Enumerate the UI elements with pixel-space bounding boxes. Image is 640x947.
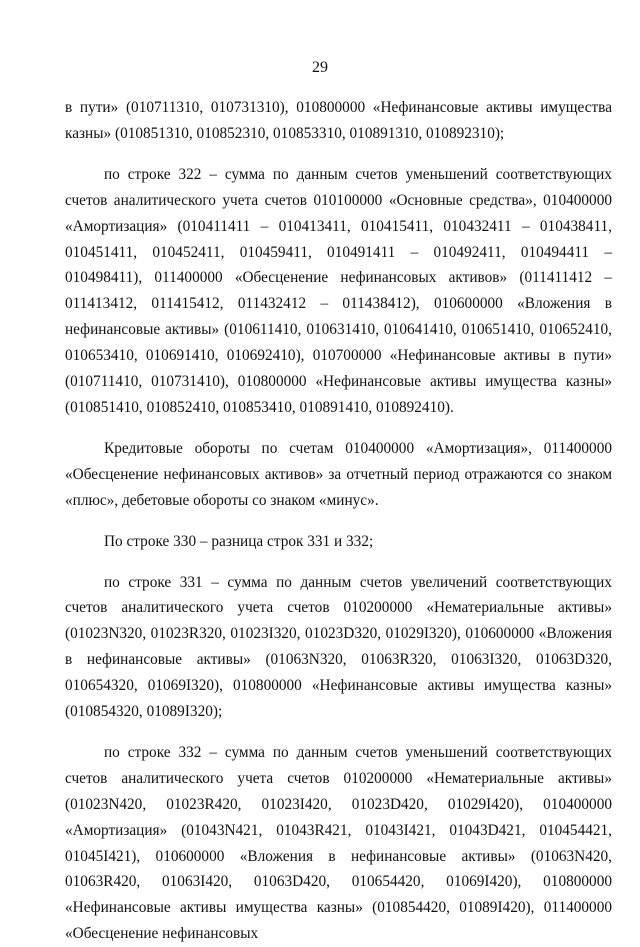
- paragraph-line-332: по строке 332 – сумма по данным счетов уменьшений соответствующих счетов аналитического учета счетов 010200000 «Нематериальные активы» (01023N420, 01023R420, 01023I420, 01023D420, 01029I420), 010400000 «Амортизация» (01043N421, 01043R421, 01043I421, 01043D421, 010454421, 01045I421), 010600000 «Вложения в нефинансовые активы» (01063N420, 01063R420, 01063I420, 01063D420, 010654420, 01069I420), 010800000 «Нефинансовые активы имущества казны» (010854420, 01089I420), 011400000 «Обесценение нефинансовых: [65, 743, 612, 943]
- paragraph-continuation: в пути» (010711310, 010731310), 010800000 «Нефинансовые активы имущества казны» (010851310, 010852310, 010853310, 010891310, 010892310);: [65, 99, 612, 142]
- paragraph-line-322: по строке 322 – сумма по данным счетов уменьшений соответствующих счетов аналитического учета счетов 010100000 «Основные средства», 010400000 «Амортизация» (010411411 – 010413411, 010415411, 010432411 – 010438411, 010451411, 010452411, 010459411, 010491411 – 010492411, 010494411 – 010498411), 011400000 «Обесценение нефинансовых активов» (011411412 – 011413412, 011415412, 011432412 – 011438412), 010600000 «Вложения в нефинансовые активы» (010611410, 010631410, 010641410, 010651410, 010652410, 010653410, 010691410, 010692410), 010700000 «Нефинансовые активы в пути» (010711410, 010731410), 010800000 «Нефинансовые активы имущества казны» (010851410, 010852410, 010853410, 010891410, 010892410).: [65, 165, 612, 416]
- document-body: [65, 95, 612, 947]
- page-number: 29: [312, 59, 328, 76]
- paragraph-credit-turnover: Кредитовые обороты по счетам 010400000 «Амортизация», 011400000 «Обесценение нефинансовых активов» за отчетный период отражаются со знаком «плюс», дебетовые обороты со знаком «минус».: [65, 439, 612, 509]
- paragraph-line-330: По строке 330 – разница строк 331 и 332;: [104, 532, 374, 550]
- paragraph-line-331: по строке 331 – сумма по данным счетов увеличений соответствующих счетов аналитического учета счетов 010200000 «Нематериальные активы» (01023N320, 01023R320, 01023I320, 01023D320, 01029I320), 010600000 «Вложения в нефинансовые активы» (01063N320, 01063R320, 01063I320, 01063D320, 010654320, 01069I320), 010800000 «Нефинансовые активы имущества казны» (010854320, 01089I320);: [65, 573, 612, 721]
